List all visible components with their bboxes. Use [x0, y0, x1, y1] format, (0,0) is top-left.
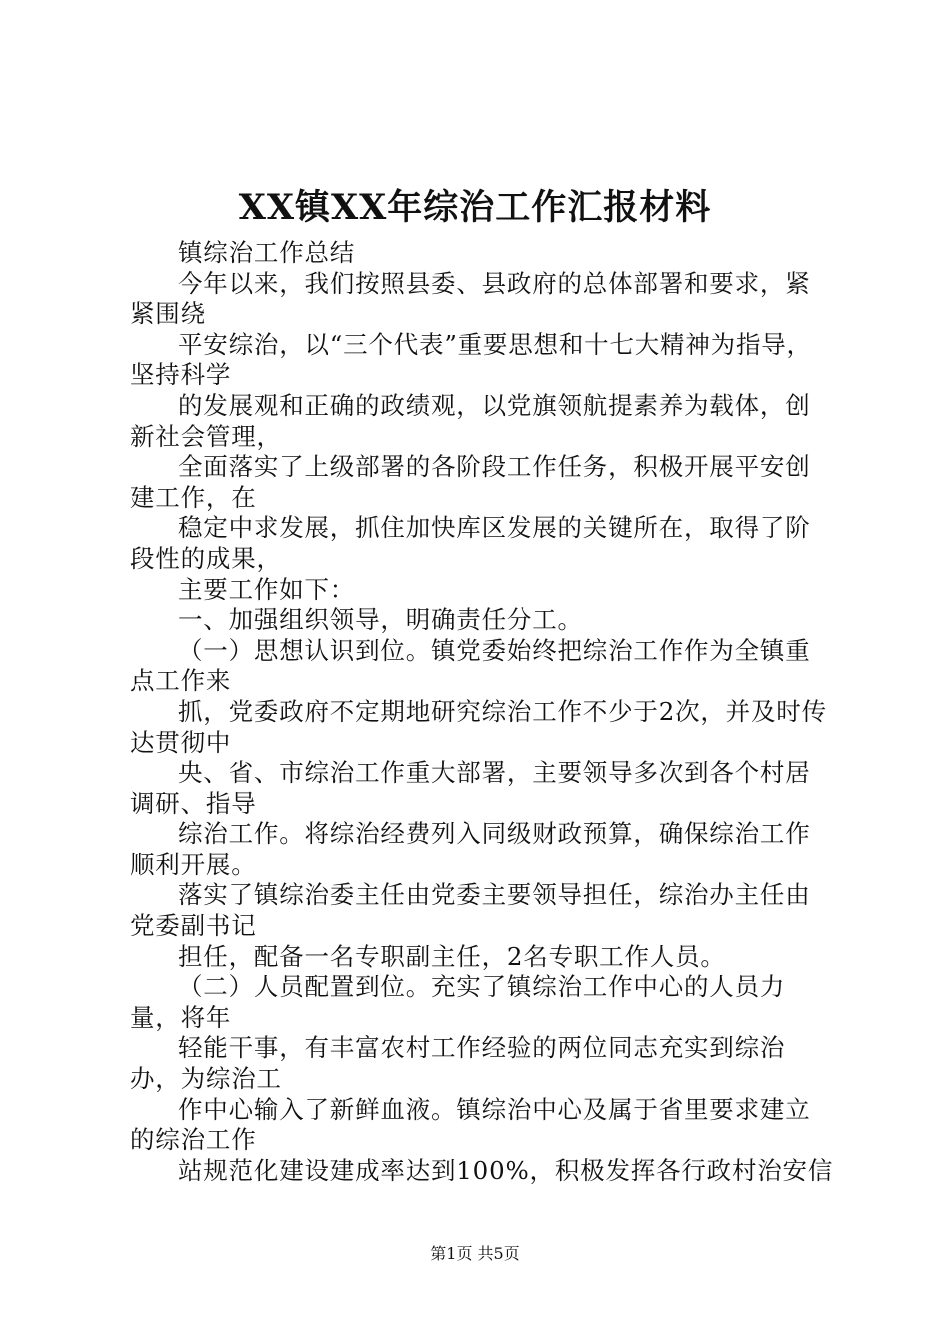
paragraph: 主要工作如下： [178, 574, 356, 604]
paragraph: 担任，配备一名专职副主任，2名专职工作人员。 [178, 941, 726, 971]
paragraph: 轻能干事，有丰富农村工作经验的两位同志充实到综治办，为综治工 [130, 1033, 786, 1094]
paragraph: 抓，党委政府不定期地研究综治工作不少于2次，并及时传达贯彻中 [130, 696, 827, 757]
paragraph: 站规范化建设建成率达到100%，积极发挥各行政村治安信 [178, 1155, 834, 1185]
paragraph: 全面落实了上级部署的各阶段工作任务，积极开展平安创建工作，在 [130, 452, 811, 512]
paragraph: 的发展观和正确的政绩观，以党旗领航提素养为载体，创新社会管理， [130, 390, 811, 451]
section-heading: 一、加强组织领导，明确责任分工。 [178, 605, 583, 635]
paragraph: （一）思想认识到位。镇党委始终把综治工作作为全镇重点工作来 [130, 635, 811, 696]
paragraph: （二）人员配置到位。充实了镇综治工作中心的人员力量，将年 [130, 972, 786, 1032]
paragraph: 镇综治工作总结 [178, 238, 356, 267]
paragraph: 作中心输入了新鲜血液。镇综治中心及属于省里要求建立的综治工作 [130, 1094, 811, 1155]
document-title: XX镇XX年综治工作汇报材料 [238, 187, 712, 228]
paragraph: 落实了镇综治委主任由党委主要领导担任，综治办主任由党委副书记 [130, 880, 811, 941]
document-body [130, 238, 835, 1186]
paragraph: 今年以来，我们按照县委、县政府的总体部署和要求，紧紧围绕 [130, 268, 811, 329]
paragraph: 央、省、市综治工作重大部署，主要领导多次到各个村居调研、指导 [130, 758, 811, 818]
paragraph: 稳定中求发展，抓住加快库区发展的关键所在，取得了阶段性的成果， [130, 513, 811, 573]
paragraph: 综治工作。将综治经费列入同级财政预算，确保综治工作顺利开展。 [130, 819, 811, 879]
page-number-footer: 第1页 共5页 [430, 1244, 520, 1263]
paragraph: 平安综治，以“三个代表”重要思想和十七大精神为指导，坚持科学 [130, 329, 812, 390]
